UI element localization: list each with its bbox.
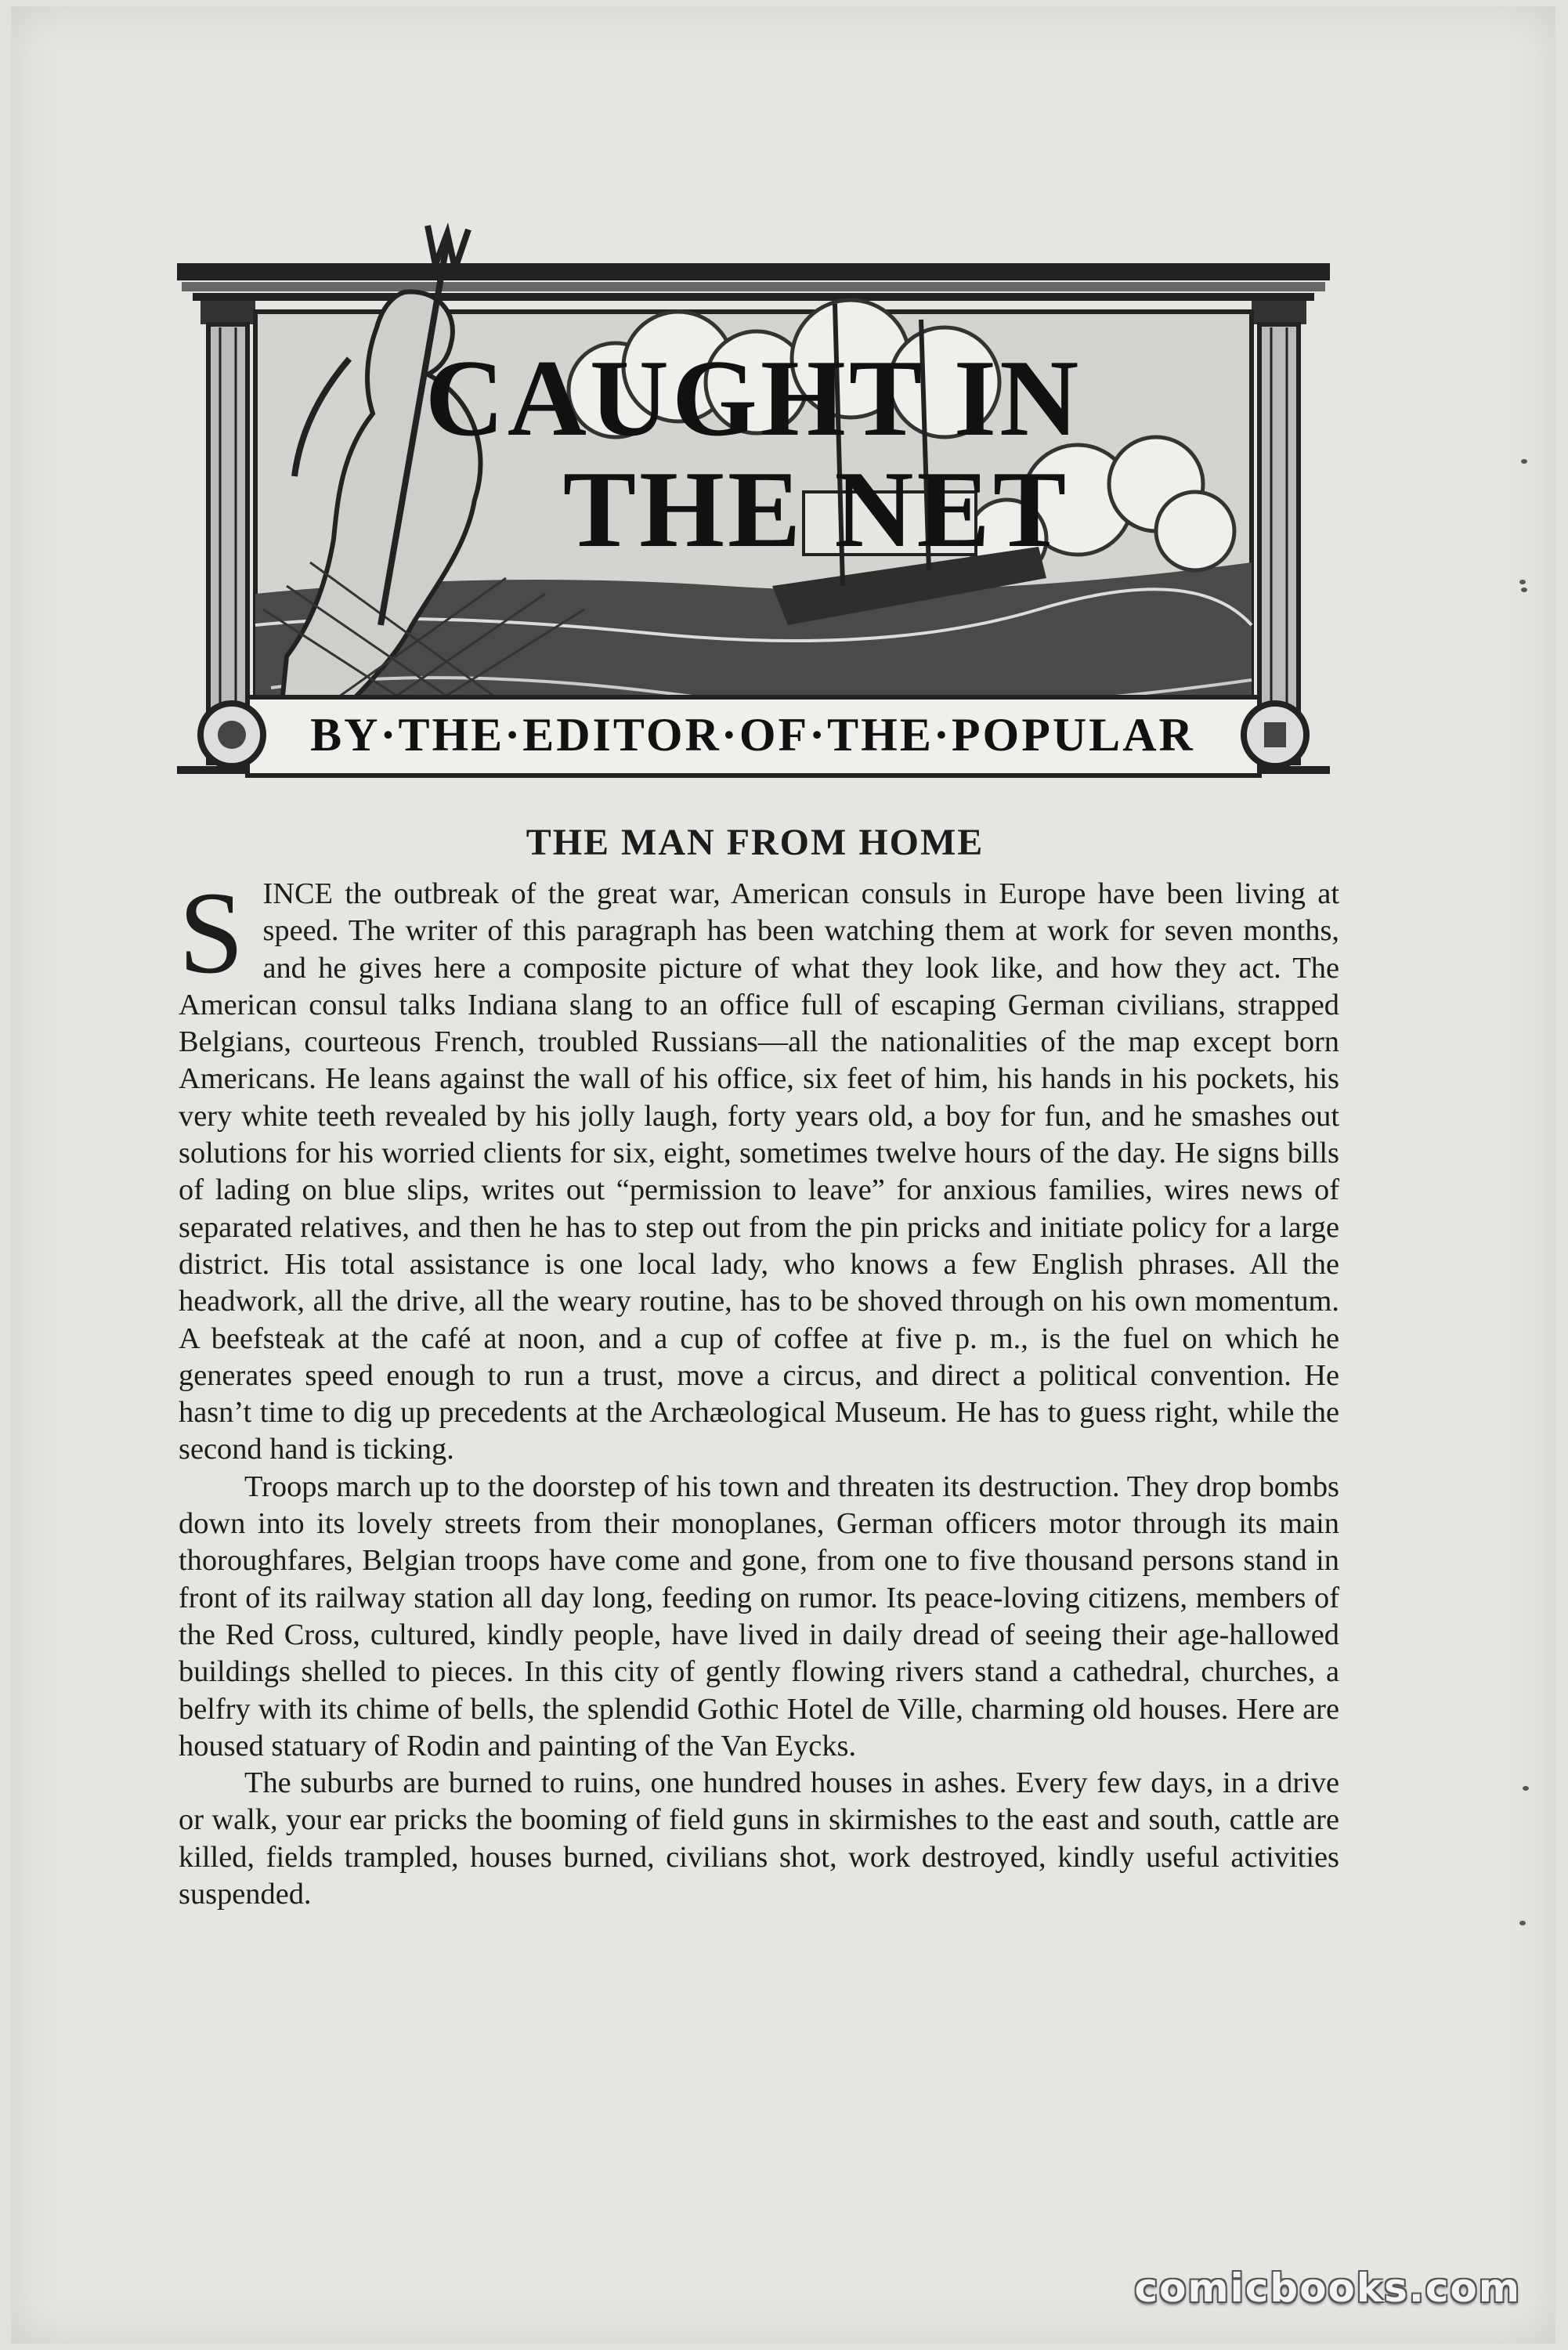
site-watermark: comicbooks.com (1134, 2265, 1521, 2311)
article-paragraph-1 (179, 868, 1339, 1469)
drop-cap: S (179, 868, 244, 998)
article-paragraph-3: The suburbs are burned to ruins, one hundred houses in ashes. Every few days, in a drive or walk, your ear pricks the booming of field guns in skirmishes to the east and south, cattle are killed, fields trampled, houses burned, civilians shot, work destroyed, kindly useful activities suspended. (179, 1766, 1339, 1911)
article-title: THE MAN FROM HOME (526, 822, 985, 863)
magazine-page (11, 6, 1555, 2344)
header-byline: BY·THE·EDITOR·OF·THE·POPULAR (310, 708, 1195, 761)
header-title-line1: CAUGHT IN (425, 338, 1082, 459)
article-paragraph-2: Troops march up to the doorstep of his town and threaten its destruction. They drop bombs down into its lovely streets from their monoplanes, German officers motor through its main thoroughfares, Belgian troops have come and gone, from one to five thousand persons stand in front of its railway station all day long, feeding on rumor. Its peace-loving citizens, members of the Red Cross, cultured, kindly people, have lived in daily dread of seeing their age-hallowed buildings shelled to pieces. In this city of gently flowing rivers stand a cathedral, churches, a belfry with its chime of bells, the splendid Gothic Hotel de Ville, charming old houses. Here are housed statuary of Rodin and painting of the Van Eycks. (179, 1470, 1339, 1762)
header-title-line2: THE NET (562, 449, 1070, 570)
paragraph-1-text: INCE the outbreak of the great war, American consuls in Europe have been living at speed. The writer of this paragraph has been watching them at work for seven months, and he gives here a composite picture of what they look like, and how they act. The American consul talks Indiana slang to an office full of escaping German civilians, strapped Belgians, courteous French, troubled Russians—all the nationalities of the map except born Americans. He leans against the wall of his office, six feet of him, his hands in his pockets, his very white teeth revealed by his jolly laugh, forty years old, a boy for fun, and he smashes out solutions for his worried clients for six, eight, sometimes twelve hours of the day. He signs bills of lading on blue slips, writes out “permission to leave” for anxious families, wires news of separated relatives, and then he has to step out from the pin pricks and initiate policy for a large district. His total assistance is one local lady, who knows a few English phrases. All the headwork, all the drive, all the weary routine, has to be shoved through on his own momentum. A beefsteak at the café at noon, and a cup of coffee at five p. m., is the fuel on which he generates speed enough to run a trust, move a circus, and direct a political convention. He hasn’t time to dig up precedents at the Archæological Museum. He has to guess right, while the second hand is ticking. (179, 877, 1339, 1466)
article-body (179, 868, 1339, 1913)
